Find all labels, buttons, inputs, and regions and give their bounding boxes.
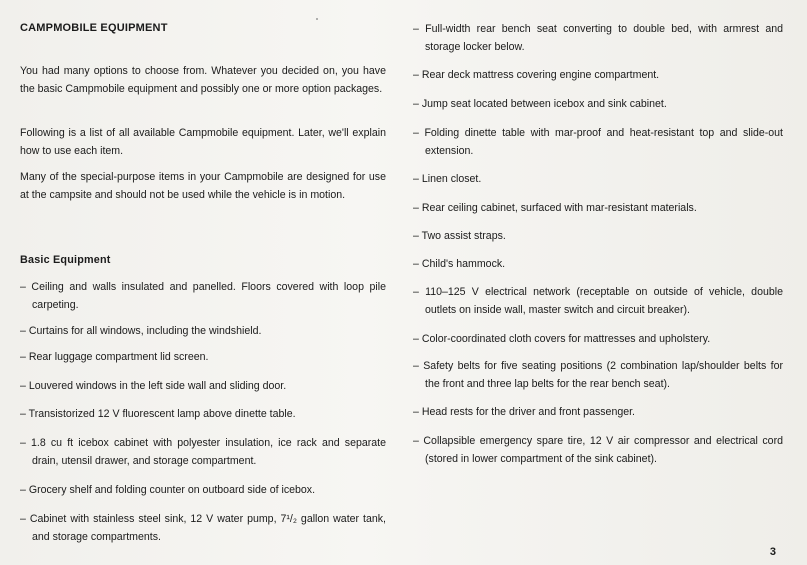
list-item: – Transistorized 12 V fluorescent lamp above dinette table. [20, 408, 296, 420]
campsite-note-paragraph: Many of the special-purpose items in your Campmobile are designed for use at the campsite and should not be used while the vehicle is in motion. [20, 171, 386, 201]
list-item: – Full-width rear bench seat converting to double bed, with armrest and storage locker below. [413, 23, 783, 53]
list-item: – Ceiling and walls insulated and panelled. Floors covered with loop pile carpeting. [20, 281, 386, 311]
list-item: – Collapsible emergency spare tire, 12 V air compressor and electrical cord (stored in lower compartment of the sink cabinet). [413, 435, 783, 465]
list-item: – Louvered windows in the left side wall and sliding door. [20, 380, 287, 392]
list-item: – 110–125 V electrical network (receptable on outside of vehicle, double outlets on inside wall, master switch and circuit breaker). [413, 286, 783, 316]
page-title: CAMPMOBILE EQUIPMENT [20, 22, 168, 34]
list-item: – Curtains for all windows, including the windshield. [20, 325, 262, 337]
list-item: – Head rests for the driver and front passenger. [413, 406, 636, 418]
list-item: – Rear deck mattress covering engine compartment. [413, 69, 660, 81]
paper-speck [316, 18, 318, 20]
section-title: Basic Equipment [20, 254, 111, 266]
list-item: – Safety belts for five seating positions (2 combination lap/shoulder belts for the front and three lap belts for the rear bench seat). [413, 360, 783, 390]
list-item: – Two assist straps. [413, 230, 506, 242]
list-item: – Jump seat located between icebox and sink cabinet. [413, 98, 667, 110]
intro-paragraph: You had many options to choose from. Whatever you decided on, you have the basic Campmobile equipment and possibly one or more option packages. [20, 65, 386, 95]
list-item: – Rear luggage compartment lid screen. [20, 351, 209, 363]
list-item: – Cabinet with stainless steel sink, 12 V water pump, 7¹/₂ gallon water tank, and storage compartments. [20, 513, 386, 543]
list-item: – Linen closet. [413, 173, 482, 185]
list-item: – Child's hammock. [413, 258, 506, 270]
list-item: – Grocery shelf and folding counter on outboard side of icebox. [20, 484, 316, 496]
list-intro-paragraph: Following is a list of all available Campmobile equipment. Later, we'll explain how to use each item. [20, 127, 386, 157]
list-item: – Color-coordinated cloth covers for mattresses and upholstery. [413, 333, 711, 345]
list-item: – Folding dinette table with mar-proof and heat-resistant top and slide-out extension. [413, 127, 783, 157]
page-number: 3 [769, 546, 776, 558]
list-item: – 1.8 cu ft icebox cabinet with polyester insulation, ice rack and separate drain, utensil drawer, and storage compartment. [20, 437, 386, 467]
list-item: – Rear ceiling cabinet, surfaced with mar-resistant materials. [413, 202, 697, 214]
